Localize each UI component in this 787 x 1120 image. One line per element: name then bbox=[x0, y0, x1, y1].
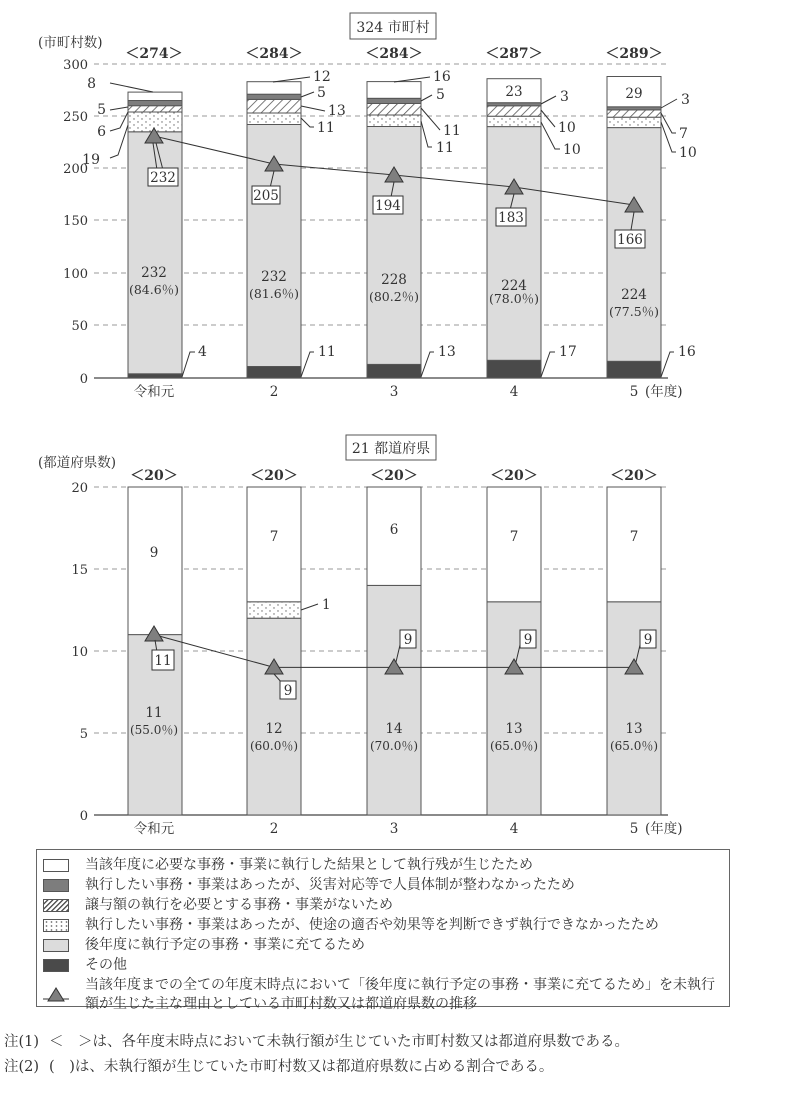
svg-text:令和元: 令和元 bbox=[133, 821, 175, 837]
svg-text:4: 4 bbox=[509, 384, 519, 400]
swatch-dark-gray-icon bbox=[43, 959, 69, 972]
svg-text:(77.5％): (77.5％) bbox=[608, 304, 660, 319]
svg-text:＜20＞: ＜20＞ bbox=[370, 468, 418, 484]
total-labels bbox=[125, 46, 662, 62]
footnotes bbox=[4, 1030, 629, 1080]
svg-text:194: 194 bbox=[375, 198, 401, 214]
svg-text:16: 16 bbox=[678, 344, 696, 360]
svg-text:3: 3 bbox=[389, 384, 399, 400]
svg-text:232: 232 bbox=[150, 170, 176, 186]
note-1: 注(1) ＜ ＞は、各年度末時点において未執行額が生じていた市町村数又は都道府県数である。 bbox=[4, 1034, 630, 1050]
svg-text:5: 5 bbox=[436, 87, 445, 103]
swatch-light-gray-icon bbox=[43, 939, 69, 952]
svg-text:9: 9 bbox=[523, 632, 533, 648]
svg-text:＜20＞: ＜20＞ bbox=[610, 468, 658, 484]
svg-text:0: 0 bbox=[79, 372, 88, 387]
svg-text:224: 224 bbox=[621, 287, 647, 303]
svg-text:14: 14 bbox=[385, 721, 403, 737]
legend-item-dark-gray: その他 bbox=[43, 956, 729, 975]
svg-text:12: 12 bbox=[313, 69, 331, 85]
y-ticks bbox=[71, 481, 88, 824]
legend-item-light-gray: 後年度に執行予定の事務・事業に充てるため bbox=[43, 936, 729, 955]
legend-item-dots: 執行したい事務・事業はあったが、使途の適否や効果等を判断できず執行できなかったため bbox=[43, 916, 729, 935]
y-axis-label: (市町村数) bbox=[38, 35, 103, 51]
svg-text:13: 13 bbox=[438, 344, 456, 360]
x-categories bbox=[134, 383, 683, 400]
svg-text:10: 10 bbox=[558, 120, 576, 136]
svg-text:12: 12 bbox=[265, 721, 283, 737]
svg-text:0: 0 bbox=[79, 809, 88, 824]
svg-text:232: 232 bbox=[261, 269, 287, 285]
svg-text:6: 6 bbox=[97, 124, 106, 140]
svg-text:7: 7 bbox=[269, 529, 279, 545]
svg-text:9: 9 bbox=[283, 683, 293, 699]
bar-reiwa4 bbox=[487, 79, 541, 378]
svg-text:19: 19 bbox=[82, 152, 100, 168]
svg-text:183: 183 bbox=[498, 210, 524, 226]
svg-text:(年度): (年度) bbox=[645, 821, 683, 837]
svg-text:205: 205 bbox=[253, 188, 279, 204]
svg-text:200: 200 bbox=[63, 162, 88, 177]
swatch-hatch-icon bbox=[43, 899, 69, 912]
svg-text:9: 9 bbox=[149, 545, 159, 561]
svg-text:(80.2％): (80.2％) bbox=[368, 289, 420, 304]
svg-text:150: 150 bbox=[63, 214, 88, 229]
svg-text:5: 5 bbox=[629, 384, 639, 400]
svg-text:11: 11 bbox=[145, 705, 163, 721]
svg-text:11: 11 bbox=[154, 653, 172, 669]
white-label-5: 29 bbox=[625, 86, 643, 102]
svg-text:3: 3 bbox=[560, 89, 569, 105]
svg-text:3: 3 bbox=[681, 92, 690, 108]
swatch-white-icon bbox=[43, 859, 69, 872]
svg-text:(65.0％): (65.0％) bbox=[609, 739, 659, 753]
svg-text:50: 50 bbox=[71, 319, 88, 334]
svg-text:166: 166 bbox=[617, 232, 643, 248]
svg-text:5: 5 bbox=[97, 102, 106, 118]
svg-text:5: 5 bbox=[629, 821, 639, 837]
svg-text:(84.6％): (84.6％) bbox=[128, 282, 180, 297]
chart-title: 21 都道府県 bbox=[351, 441, 431, 457]
x-categories bbox=[134, 820, 683, 837]
legend-item-mid-gray: 執行したい事務・事業はあったが、災害対応等で人員体制が整わなかったため bbox=[43, 876, 729, 895]
svg-text:9: 9 bbox=[643, 632, 653, 648]
svg-text:11: 11 bbox=[443, 123, 461, 139]
svg-text:(65.0％): (65.0％) bbox=[489, 739, 539, 753]
svg-text:＜287＞: ＜287＞ bbox=[485, 46, 543, 62]
svg-text:11: 11 bbox=[317, 120, 335, 136]
svg-text:＜289＞: ＜289＞ bbox=[605, 46, 663, 62]
swatch-mid-gray-icon bbox=[43, 879, 69, 892]
svg-text:(81.6％): (81.6％) bbox=[248, 286, 300, 301]
svg-text:11: 11 bbox=[436, 140, 454, 156]
svg-text:(55.0％): (55.0％) bbox=[129, 723, 179, 737]
svg-text:17: 17 bbox=[559, 344, 577, 360]
svg-text:＜20＞: ＜20＞ bbox=[130, 468, 178, 484]
triangle-marker-icon bbox=[43, 982, 69, 1006]
svg-text:(60.0％): (60.0％) bbox=[249, 739, 299, 753]
svg-text:8: 8 bbox=[87, 76, 96, 92]
svg-text:10: 10 bbox=[563, 142, 581, 158]
svg-text:2: 2 bbox=[269, 821, 279, 837]
svg-text:16: 16 bbox=[433, 69, 451, 85]
svg-text:13: 13 bbox=[625, 721, 643, 737]
dots-label-2: 1 bbox=[322, 597, 331, 613]
bar-reiwa5 bbox=[607, 77, 661, 379]
y-axis-label: (都道府県数) bbox=[38, 455, 117, 471]
svg-text:＜284＞: ＜284＞ bbox=[245, 46, 303, 62]
svg-text:3: 3 bbox=[389, 821, 399, 837]
svg-text:232: 232 bbox=[141, 265, 167, 281]
swatch-dots-icon bbox=[43, 919, 69, 932]
note-2: 注(2) ( )は、未執行額が生じていた市町村数又は都道府県数に占める割合である。 bbox=[4, 1059, 554, 1075]
svg-text:10: 10 bbox=[679, 145, 697, 161]
bar-reiwa2 bbox=[247, 82, 301, 378]
svg-text:(78.0％): (78.0％) bbox=[488, 291, 540, 306]
svg-text:9: 9 bbox=[403, 632, 413, 648]
bar-reiwa3 bbox=[367, 82, 421, 378]
total-labels bbox=[130, 468, 657, 484]
legend bbox=[36, 849, 730, 1012]
svg-text:4: 4 bbox=[198, 344, 207, 360]
svg-text:7: 7 bbox=[679, 126, 688, 142]
legend-item-hatch: 譲与額の執行を必要とする事務・事業がないため bbox=[43, 896, 729, 915]
svg-text:13: 13 bbox=[328, 103, 346, 119]
svg-text:7: 7 bbox=[509, 529, 519, 545]
svg-text:250: 250 bbox=[63, 110, 88, 125]
svg-text:(70.0％): (70.0％) bbox=[369, 739, 419, 753]
svg-text:15: 15 bbox=[71, 563, 88, 578]
svg-text:11: 11 bbox=[318, 344, 336, 360]
svg-text:＜284＞: ＜284＞ bbox=[365, 46, 423, 62]
svg-text:20: 20 bbox=[71, 481, 88, 496]
svg-text:224: 224 bbox=[501, 278, 527, 294]
svg-text:228: 228 bbox=[381, 272, 407, 288]
svg-text:7: 7 bbox=[629, 529, 639, 545]
svg-text:2: 2 bbox=[269, 384, 279, 400]
y-ticks bbox=[63, 58, 88, 387]
svg-text:＜20＞: ＜20＞ bbox=[490, 468, 538, 484]
svg-text:令和元: 令和元 bbox=[133, 384, 175, 400]
svg-text:＜20＞: ＜20＞ bbox=[250, 468, 298, 484]
svg-text:5: 5 bbox=[317, 85, 326, 101]
svg-text:100: 100 bbox=[63, 267, 88, 282]
svg-text:300: 300 bbox=[63, 58, 88, 73]
svg-text:6: 6 bbox=[389, 522, 399, 538]
chart-municipalities bbox=[0, 0, 787, 420]
svg-text:4: 4 bbox=[509, 821, 519, 837]
svg-text:10: 10 bbox=[71, 645, 88, 660]
legend-item-triangle: 当該年度までの全ての年度末時点において「後年度に執行予定の事務・事業に充てるため」を未執行額が生じた主な理由としている市町村数又は都道府県数の推移 bbox=[43, 976, 729, 1014]
chart-title: 324 市町村 bbox=[356, 20, 430, 36]
legend-item-white: 当該年度に必要な事務・事業に執行した結果として執行残が生じたため bbox=[43, 856, 729, 875]
svg-text:5: 5 bbox=[79, 727, 88, 742]
svg-text:＜274＞: ＜274＞ bbox=[125, 46, 183, 62]
svg-text:13: 13 bbox=[505, 721, 523, 737]
white-label-4: 23 bbox=[505, 84, 523, 100]
svg-text:(年度): (年度) bbox=[645, 384, 683, 400]
chart-prefectures bbox=[0, 420, 787, 850]
